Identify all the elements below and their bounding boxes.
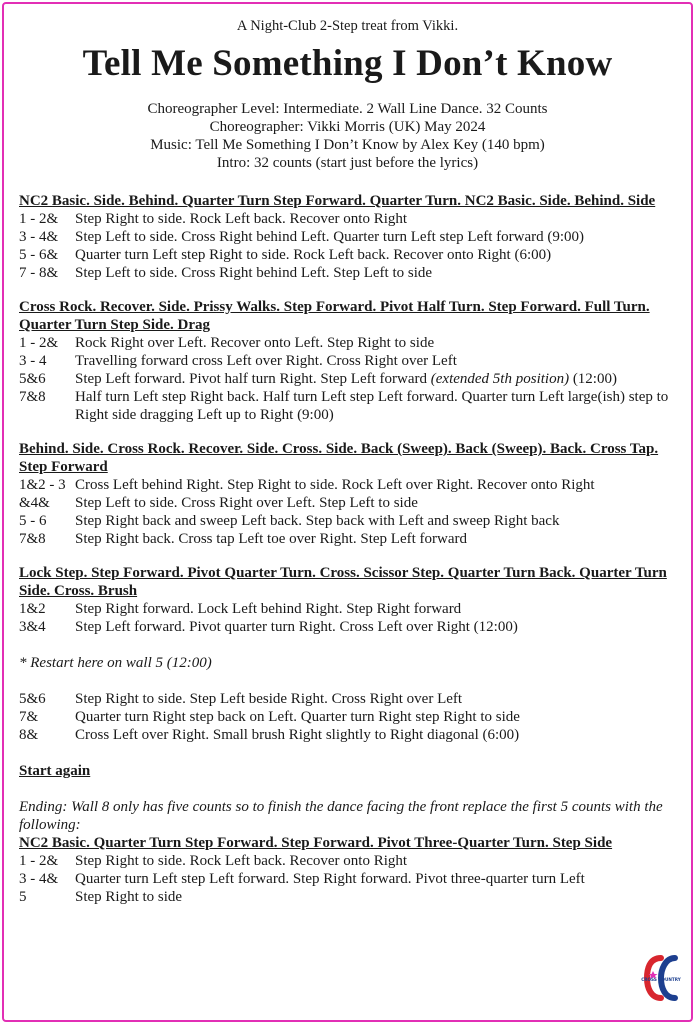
step-row: [19, 246, 681, 264]
step-row: [19, 264, 681, 282]
step-count: 3&4: [19, 619, 46, 635]
dance-sheet: [2, 2, 693, 1022]
restart-note: * Restart here on wall 5 (12:00): [19, 655, 212, 671]
section-heading: NC2 Basic. Side. Behind. Quarter Turn Step Forward. Quarter Turn. NC2 Basic. Side. Behind. Side: [19, 193, 656, 209]
step-row: [19, 726, 681, 744]
step-text: Step Right back. Cross tap Left toe over Right. Step Left forward: [75, 531, 467, 547]
intro-line: A Night-Club 2-Step treat from Vikki.: [236, 18, 459, 34]
step-count: 1 - 2&: [19, 335, 59, 351]
step-text-main: Step Left forward. Pivot half turn Right. Step Left forward: [75, 371, 428, 387]
step-row: [19, 494, 681, 512]
step-count: 5: [19, 889, 27, 905]
section-heading: Cross Rock. Recover. Side. Prissy Walks. Step Forward. Pivot Half Turn. Step Forward. Full Turn. Quarter Turn Step Side. Drag: [19, 299, 650, 333]
spacer: [19, 672, 681, 690]
choreographer-line: Choreographer: Vikki Morris (UK) May 2024: [209, 119, 486, 135]
spacer: [19, 744, 681, 762]
step-count: 7&8: [19, 389, 46, 405]
step-row: [19, 370, 681, 388]
step-text: Quarter turn Left step Right to side. Rock Left back. Recover onto Right (6:00): [75, 247, 552, 263]
step-count: 7 - 8&: [19, 265, 59, 281]
step-text: Travelling forward cross Left over Right. Cross Right over Left: [75, 353, 457, 369]
step-text: Step Left to side. Cross Right behind Left. Step Left to side: [75, 265, 433, 281]
step-count: &4&: [19, 495, 50, 511]
step-text: Half turn Left step Right back. Half turn Left step Left forward. Quarter turn Left large(ish) step to Right side dragging Left up to Right (9:00): [75, 389, 669, 423]
step-row: [19, 600, 681, 618]
step-count: 1 - 2&: [19, 211, 59, 227]
step-text: Step Left to side. Cross Right over Left. Step Left to side: [75, 495, 418, 511]
step-row: [19, 352, 681, 370]
step-text: Rock Right over Left. Recover onto Left. Step Right to side: [75, 335, 435, 351]
page-title: Tell Me Something I Don’t Know: [82, 43, 613, 84]
step-row: [19, 210, 681, 228]
step-text: Step Left to side. Cross Right behind Left. Quarter turn Left step Left forward (9:00): [75, 229, 585, 245]
spacer: [19, 636, 681, 654]
step-text: Quarter turn Left step Left forward. Step Right forward. Pivot three-quarter turn Left: [75, 871, 585, 887]
music-line: Music: Tell Me Something I Don’t Know by Alex Key (140 bpm): [150, 137, 545, 153]
spacer: [19, 548, 681, 564]
step-row: [19, 512, 681, 530]
dance-info: [4, 100, 691, 172]
step-row: [19, 708, 681, 726]
step-count: 1&2 - 3: [19, 477, 66, 493]
spacer: [19, 282, 681, 298]
spacer: [19, 424, 681, 440]
step-sheet: [19, 192, 681, 906]
step-row: [19, 690, 681, 708]
step-text: Cross Left behind Right. Step Right to side. Rock Left over Right. Recover onto Right: [75, 477, 595, 493]
start-again-heading: Start again: [19, 763, 91, 779]
level-line: Choreographer Level: Intermediate. 2 Wall Line Dance. 32 Counts: [147, 101, 548, 117]
step-row: [19, 530, 681, 548]
ending-heading: NC2 Basic. Quarter Turn Step Forward. Step Forward. Pivot Three-Quarter Turn. Step Side: [19, 835, 613, 851]
step-row: [19, 228, 681, 246]
step-count: 5 - 6&: [19, 247, 59, 263]
step-row: [19, 476, 681, 494]
spacer: [19, 780, 681, 798]
step-count: 5 - 6: [19, 513, 47, 529]
step-count: 1&2: [19, 601, 46, 617]
intro-count-line: Intro: 32 counts (start just before the lyrics): [216, 155, 479, 171]
step-text: Step Right to side. Rock Left back. Recover onto Right: [75, 211, 408, 227]
section-heading: Behind. Side. Cross Rock. Recover. Side. Cross. Side. Back (Sweep). Back (Sweep). Back. Cross Tap. Step Forward: [19, 441, 659, 475]
step-text: Quarter turn Right step back on Left. Quarter turn Right step Right to side: [75, 709, 520, 725]
step-text: [75, 370, 681, 388]
step-text: Step Right back and sweep Left back. Step back with Left and sweep Right back: [75, 513, 560, 529]
step-row: [19, 388, 681, 424]
step-text: Step Right forward. Lock Left behind Right. Step Right forward: [75, 601, 462, 617]
step-count: 3 - 4&: [19, 229, 59, 245]
step-text: Step Right to side. Rock Left back. Recover onto Right: [75, 853, 408, 869]
step-text: Step Left forward. Pivot quarter turn Right. Cross Left over Right (12:00): [75, 619, 518, 635]
step-row: [19, 852, 681, 870]
step-count: 5&6: [19, 371, 46, 387]
step-text-direction: (12:00): [569, 371, 617, 387]
step-text: Step Right to side. Step Left beside Right. Cross Right over Left: [75, 691, 463, 707]
step-count: 5&6: [19, 691, 46, 707]
step-text: Step Right to side: [75, 889, 183, 905]
step-count: 7&8: [19, 531, 46, 547]
step-row: [19, 334, 681, 352]
section-heading: Lock Step. Step Forward. Pivot Quarter Turn. Cross. Scissor Step. Quarter Turn Back. Quarter Turn Side. Cross. Brush: [19, 565, 667, 599]
step-count: 8&: [19, 727, 39, 743]
ending-note: Ending: Wall 8 only has five counts so to finish the dance facing the front replace the first 5 counts with the following:: [19, 799, 663, 833]
cc-logo-text: CROSS COUNTRY: [641, 977, 681, 982]
cc-logo-icon: [641, 950, 681, 1006]
step-row: [19, 870, 681, 888]
step-row: [19, 888, 681, 906]
step-text: Cross Left over Right. Small brush Right slightly to Right diagonal (6:00): [75, 727, 520, 743]
step-row: [19, 618, 681, 636]
step-text-italic: (extended 5th position): [430, 371, 570, 387]
step-count: 7&: [19, 709, 39, 725]
step-count: 1 - 2&: [19, 853, 59, 869]
step-count: 3 - 4: [19, 353, 47, 369]
step-count: 3 - 4&: [19, 871, 59, 887]
